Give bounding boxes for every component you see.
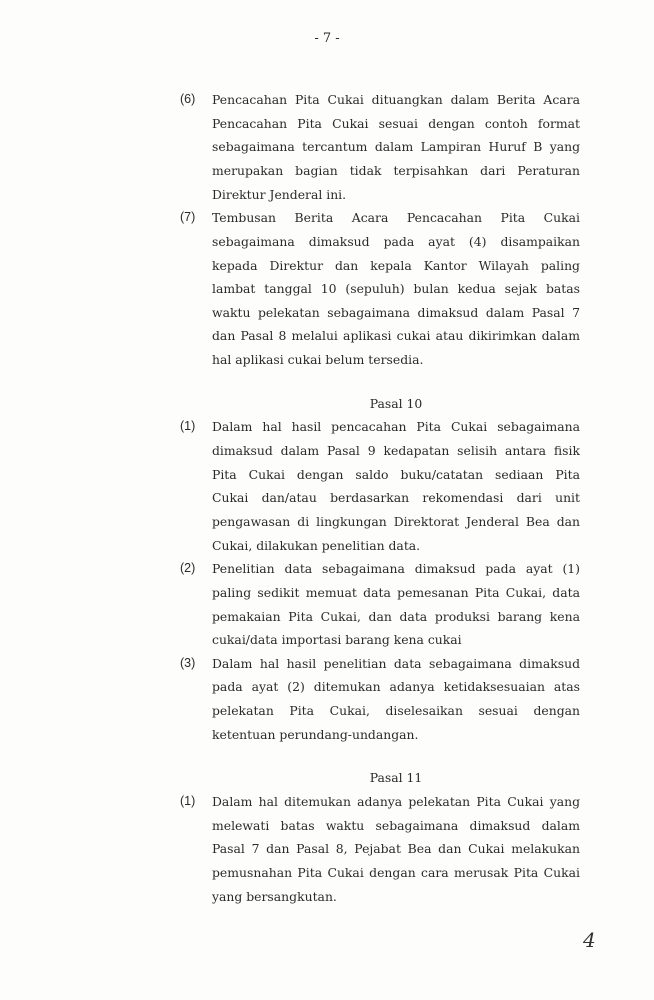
clause: [176, 206, 580, 372]
clause-text-line: Tembusan Berita Acara Pencacahan Pita Cukai: [212, 210, 580, 226]
clause: [176, 415, 580, 557]
clause-text-line: sebagaimana tercantum dalam Lampiran Huruf B yang: [212, 139, 580, 155]
clause-text-line: pada ayat (2) ditemukan adanya ketidaksesuaian atas: [212, 679, 580, 695]
clause-text-line: melewati batas waktu sebagaimana dimaksud dalam: [212, 817, 580, 833]
clause-text-line: Direktur Jenderal ini.: [212, 186, 347, 202]
clause-text-line: pelekatan Pita Cukai, diselesaikan sesuai dengan: [212, 703, 580, 719]
clause-text-line: Cukai, dilakukan penelitian data.: [212, 537, 421, 553]
clause-text-line: paling sedikit memuat data pemesanan Pita Cukai, data: [212, 584, 580, 600]
clause-text-line: waktu pelekatan sebagaimana dimaksud dalam Pasal 7: [212, 304, 580, 320]
document-body: [176, 88, 580, 908]
clause-number: (7): [180, 210, 196, 225]
clause-text-line: Pasal 7 dan Pasal 8, Pejabat Bea dan Cukai melakukan: [212, 841, 580, 857]
clause-text-line: pengawasan di lingkungan Direktorat Jenderal Bea dan: [212, 513, 580, 529]
clause-text-line: merupakan bagian tidak terpisahkan dari Peraturan: [212, 162, 580, 178]
clause-text-line: Penelitian data sebagaimana dimaksud pada ayat (1): [212, 561, 580, 577]
clause-number: (2): [180, 561, 196, 576]
clause-number: (3): [180, 655, 196, 670]
clause: [176, 557, 580, 652]
clause-text-line: Dalam hal hasil pencacahan Pita Cukai sebagaimana: [212, 419, 580, 435]
article-heading: Pasal 10: [369, 395, 423, 411]
clause-text-line: cukai/data importasi barang kena cukai: [212, 632, 462, 648]
clause: [176, 790, 580, 908]
clause-number: (1): [180, 794, 196, 809]
clause-text-line: Pencacahan Pita Cukai dituangkan dalam Berita Acara: [212, 92, 580, 107]
clause-text-line: sebagaimana dimaksud pada ayat (4) disampaikan: [212, 233, 580, 249]
clause-text-line: yang bersangkutan.: [212, 888, 337, 904]
clause-text-line: kepada Direktur dan kepala Kantor Wilayah paling: [212, 257, 580, 273]
clause-text-line: hal aplikasi cukai belum tersedia.: [212, 352, 424, 368]
clause-text-line: Pita Cukai dengan saldo buku/catatan sediaan Pita: [212, 466, 580, 482]
clause-text-line: pemusnahan Pita Cukai dengan cara merusak Pita Cukai: [212, 864, 580, 880]
page-number: - 7 -: [314, 31, 340, 46]
clause-text-line: Cukai dan/atau berdasarkan rekomendasi dari unit: [212, 490, 580, 506]
clause-number: (6): [180, 92, 196, 106]
clause-text-line: dimaksud dalam Pasal 9 kedapatan selisih antara fisik: [212, 443, 580, 459]
article-heading: Pasal 11: [369, 770, 423, 786]
paraf-initial: 4: [583, 928, 596, 952]
clause-text-line: pemakaian Pita Cukai, dan data produksi barang kena: [212, 608, 580, 624]
clause-text-line: ketentuan perundang-undangan.: [212, 726, 419, 742]
clause: [176, 88, 580, 206]
clause-text-line: Pencacahan Pita Cukai sesuai dengan contoh format: [212, 115, 580, 131]
clause-text-line: lambat tanggal 10 (sepuluh) bulan kedua sejak batas: [212, 281, 580, 297]
clause: [176, 652, 580, 747]
clause-number: (1): [180, 419, 196, 434]
clause-text-line: Dalam hal ditemukan adanya pelekatan Pita Cukai yang: [212, 794, 580, 810]
clause-text-line: dan Pasal 8 melalui aplikasi cukai atau dikirimkan dalam: [212, 328, 580, 344]
clause-text-line: Dalam hal hasil penelitian data sebagaimana dimaksud: [212, 655, 580, 671]
